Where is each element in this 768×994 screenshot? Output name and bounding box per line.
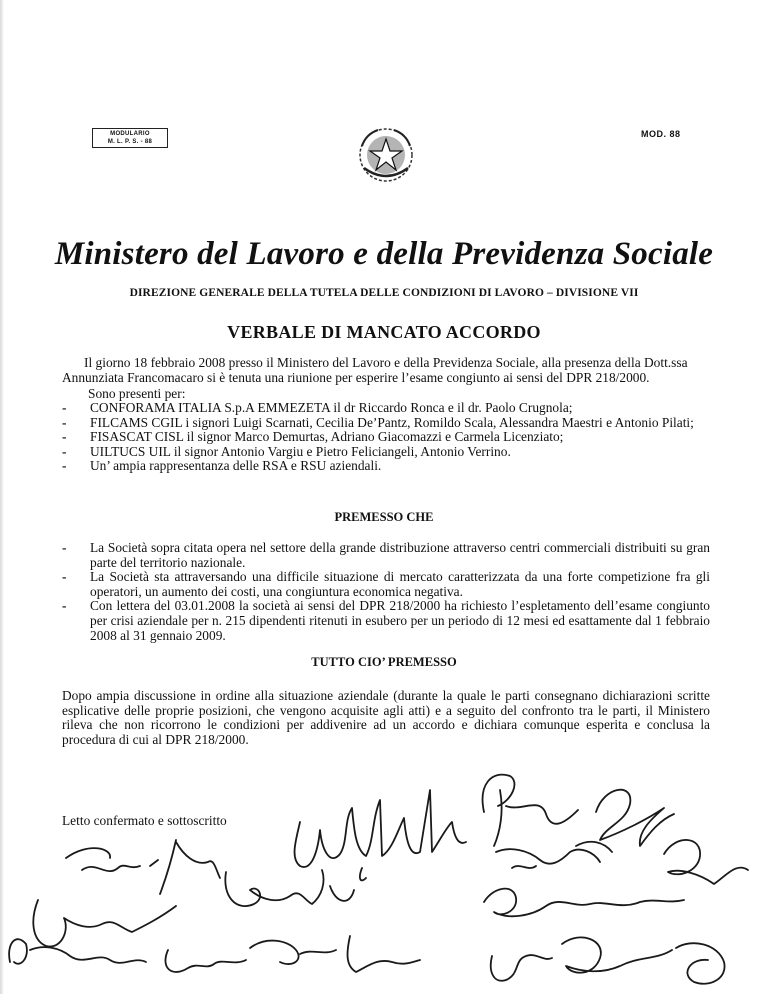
signature	[664, 840, 748, 884]
stamp-line-1: MODULARIO	[110, 131, 150, 137]
ministry-name: Ministero del Lavoro e della Previdenza Sociale	[54, 236, 714, 272]
list-item: - FISASCAT CISL il signor Marco Demurtas, Adriano Giacomazzi e Carmela Licenziato;	[62, 430, 712, 445]
tutto-heading: TUTTO CIO’ PREMESSO	[311, 655, 457, 669]
signature	[250, 936, 420, 972]
signoff-label: Letto confermato e sottoscritto	[62, 813, 227, 828]
document-title: VERBALE DI MANCATO ACCORDO	[227, 322, 541, 342]
direzione-heading: DIREZIONE GENERALE DELLA TUTELA DELLE CONDIZIONI DI LAVORO – DIVISIONE VII	[129, 287, 639, 299]
signature	[483, 775, 578, 846]
signature	[596, 790, 674, 846]
signature	[491, 937, 725, 983]
list-item: - Con lettera del 03.01.2008 la società ai sensi del DPR 218/2000 ha richiesto l’espletamento dell’esame congiunto per crisi aziendale per n. 215 dipendenti ritenuti in esubero per un periodo di 12 mesi ed esattamente dal 1 febbraio 2008 al 31 gennaio 2009.	[62, 599, 710, 643]
list-item: - La Società sopra citata opera nel settore della grande distribuzione attraverso centri commerciali distribuiti su gran parte del territorio nazionale.	[62, 541, 710, 570]
signature	[484, 889, 684, 917]
signature	[160, 840, 220, 894]
signature	[295, 790, 466, 867]
list-item: - FILCAMS CGIL i signori Luigi Scarnati, Cecilia De’Pantz, Romildo Scala, Alessandra Maestri e Antonio Pilati;	[62, 416, 712, 431]
signature	[496, 842, 612, 868]
list-item: - CONFORAMA ITALIA S.p.A EMMEZETA il dr Riccardo Ronca e il dr. Paolo Crugnola;	[62, 401, 712, 416]
signature	[33, 900, 176, 947]
intro-paragraph: Il giorno 18 febbraio 2008 presso il Ministero del Lavoro e della Previdenza Sociale, alla presenza della Dott.ssa Annunziata Francomacaro si è tenuta una riunione per esperire l’esame congiunto ai sensi del DPR 218/2000.	[62, 355, 688, 385]
premesso-heading: PREMESSO CHE	[334, 510, 434, 524]
stamp-line-2: M. L. P. S. - 88	[107, 139, 153, 145]
signature	[9, 939, 246, 972]
conclusion-paragraph: Dopo ampia discussione in ordine alla situazione aziendale (durante la quale le parti consegnano dichiarazioni scritte esplicative delle proprie posizioni, che vengono acquisite agli atti) e a seguito del confronto tra le parti, il Ministero rileva che non ricorrono le condizioni per addivenire ad un accordo e dichiara comunque esperita e conclusa la procedura di cui al DPR 218/2000.	[62, 688, 710, 747]
presenti-label: Sono presenti per:	[88, 386, 186, 401]
list-item: - UILTUCS UIL il signor Antonio Vargiu e Pietro Feliciangeli, Antonio Verrino.	[62, 445, 712, 460]
mod-label: MOD. 88	[641, 129, 681, 139]
list-item: - Un’ ampia rappresentanza delle RSA e RSU aziendali.	[62, 459, 712, 474]
signature	[225, 868, 366, 906]
signature	[66, 848, 158, 871]
list-item: - La Società sta attraversando una difficile situazione di mercato caratterizzata da una forte competizione fra gli operatori, un aumento dei costi, una congiuntura economica negativa.	[62, 570, 710, 599]
